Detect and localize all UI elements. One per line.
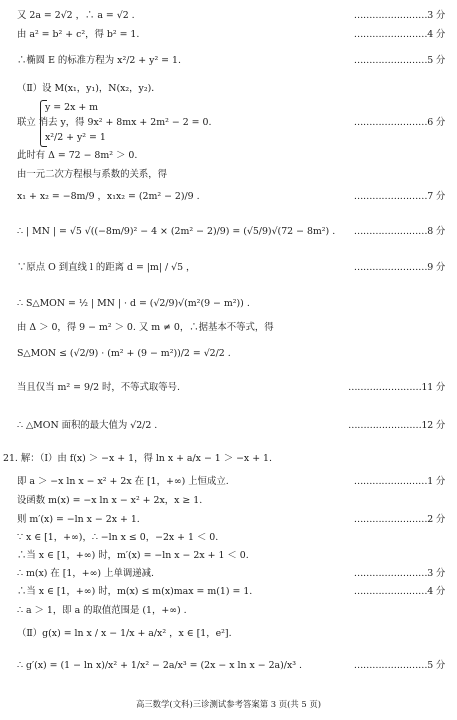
- line-text: 即 a ＞ −x ln x − x² + 2x 在 [1，+∞) 上恒成立.: [17, 476, 229, 487]
- score-mark: ……………………9 分: [353, 262, 445, 273]
- line-text: ∴ g′(x) = (1 − ln x)/x² + 1/x² − 2a/x³ = (2x − x ln x − 2a)/x³ .: [17, 660, 302, 671]
- score-mark: ……………………5 分: [353, 660, 445, 671]
- line-text: 当且仅当 m² = 9/2 时，不等式取等号.: [17, 382, 180, 393]
- line-text: ∴ S△MON = ½ | MN | · d = (√2/9)√(m²(9 − m²)) .: [17, 298, 250, 309]
- line-text: 则 m′(x) = −ln x − 2x + 1.: [17, 514, 140, 525]
- line-text: 由 a² = b² + c²，得 b² = 1.: [17, 29, 140, 40]
- score-mark: ……………………8 分: [353, 226, 445, 237]
- line-text: 此时有 Δ = 72 − 8m² ＞ 0.: [17, 150, 138, 161]
- score-mark: ……………………3 分: [353, 568, 445, 579]
- line-text: （Ⅱ）设 M(x₁，y₁)，N(x₂，y₂)．: [17, 83, 161, 94]
- score-mark: ……………………11 分: [348, 382, 445, 393]
- line-text: 又 2a = 2√2 ，∴ a = √2 .: [17, 10, 135, 21]
- line-text: ∴ a ＞ 1，即 a 的取值范围是 (1，+∞) .: [17, 605, 187, 616]
- score-mark: ……………………12 分: [348, 420, 445, 431]
- score-mark: ……………………7 分: [353, 191, 445, 202]
- page-footer: 高三数学(文科)三诊测试参考答案第 3 页(共 5 页): [135, 699, 322, 709]
- line-text: S△MON ≤ (√2/9) · (m² + (9 − m²))/2 = √2/2 .: [17, 348, 231, 359]
- line-text: ∴ | MN | = √5 √((−8m/9)² − 4 × (2m² − 2)/9) = (√5/9)√(72 − 8m²) .: [17, 226, 336, 237]
- score-mark: ……………………1 分: [353, 476, 445, 487]
- line-text: ∵ x ∈ [1，+∞)，∴ −ln x ≤ 0，−2x + 1 ＜ 0.: [17, 532, 219, 543]
- score-mark: ……………………4 分: [353, 586, 445, 597]
- line-text: ∴当 x ∈ [1，+∞) 时，m(x) ≤ m(x)max = m(1) = 1.: [17, 586, 253, 597]
- line-text: ∴当 x ∈ [1，+∞) 时，m′(x) = −ln x − 2x + 1 ＜ 0.: [17, 550, 249, 561]
- line-text: 由一元二次方程根与系数的关系，得: [17, 169, 168, 180]
- score-mark: ……………………2 分: [353, 514, 445, 525]
- line-text: （Ⅱ）g(x) = ln x / x − 1/x + a/x² ，x ∈ [1，e²].: [17, 628, 232, 639]
- score-mark: ……………………3 分: [353, 10, 445, 21]
- score-mark: ……………………4 分: [353, 29, 445, 40]
- line-text: 联立 消去 y，得 9x² + 8mx + 2m² − 2 = 0.: [17, 117, 212, 128]
- line-text: ∴ △MON 面积的最大值为 √2/2 .: [17, 420, 158, 431]
- line-text: ∵原点 O 到直线 l 的距离 d = |m| / √5 ，: [17, 262, 196, 273]
- line-text: ∴椭圆 E 的标准方程为 x²/2 + y² = 1.: [17, 55, 181, 66]
- system-brace: [40, 100, 47, 147]
- line-text: 21. 解：（Ⅰ）由 f(x) ＞ −x + 1，得 ln x + a/x − 1 ＞ −x + 1.: [3, 453, 272, 464]
- line-text: x²/2 + y² = 1: [45, 132, 106, 143]
- line-text: 由 Δ ＞ 0，得 9 − m² ＞ 0. 又 m ≠ 0，∴据基本不等式，得: [17, 322, 274, 333]
- line-text: x₁ + x₂ = −8m/9 ，x₁x₂ = (2m² − 2)/9 .: [17, 191, 200, 202]
- score-mark: ……………………6 分: [353, 117, 445, 128]
- line-text: 设函数 m(x) = −x ln x − x² + 2x，x ≥ 1.: [17, 495, 203, 506]
- line-text: y = 2x + m: [45, 102, 99, 113]
- line-text: ∴ m(x) 在 [1，+∞) 上单调递减.: [17, 568, 154, 579]
- score-mark: ……………………5 分: [353, 55, 445, 66]
